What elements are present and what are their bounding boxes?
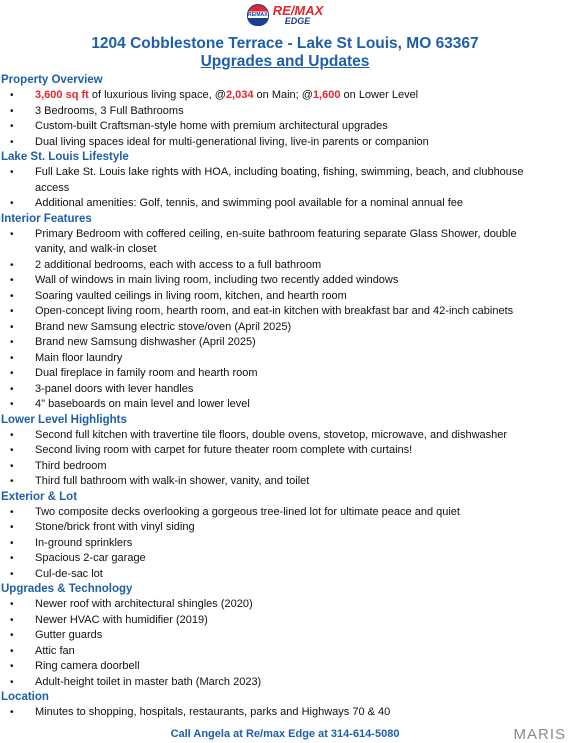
list-item: • 4" baseboards on main level and lower level <box>0 397 570 413</box>
bullet-list <box>0 165 570 212</box>
list-item: • 3-panel doors with lever handles <box>0 382 570 398</box>
list-item: • Main floor laundry <box>0 351 570 367</box>
contact-call-to-action: Call Angela at Re/max Edge at 314-614-5080 <box>170 728 400 740</box>
list-item: • Full Lake St. Louis lake rights with HOA, including boating, fishing, swimming, beach, and clubhouse access <box>0 165 570 196</box>
list-item: • Adult-height toilet in master bath (March 2023) <box>0 675 570 691</box>
property-address-title: 1204 Cobblestone Terrace - Lake St Louis, MO 63367 <box>91 35 479 52</box>
section-heading: Upgrades & Technology <box>1 583 133 595</box>
list-item: • In-ground sprinklers <box>0 536 570 552</box>
list-item: • Additional amenities: Golf, tennis, and swimming pool available for a nominal annual fee <box>0 196 570 212</box>
additional-sections <box>0 150 570 721</box>
bullet-list <box>0 88 570 150</box>
sqft-text: on Lower Level <box>340 89 419 101</box>
section-location <box>0 690 570 721</box>
list-item: • Second full kitchen with travertine tile floors, double ovens, stovetop, microwave, and dishwasher <box>0 428 570 444</box>
bullet-list <box>0 597 570 690</box>
bullet-list <box>0 705 570 721</box>
list-item: • Brand new Samsung dishwasher (April 2025) <box>0 335 570 351</box>
list-item: • Attic fan <box>0 644 570 660</box>
list-item: • Stone/brick front with vinyl siding <box>0 520 570 536</box>
section-heading: Property Overview <box>1 74 103 86</box>
brand-office: EDGE <box>284 16 311 26</box>
section-lake-st-louis-lifestyle <box>0 150 570 212</box>
lower-sqft: 1,600 <box>312 89 341 101</box>
list-item: • Primary Bedroom with coffered ceiling, en-suite bathroom featuring separate Glass Shower, double vanity, and walk-in closet <box>0 227 570 258</box>
list-item: • Wall of windows in main living room, including two recently added windows <box>0 273 570 289</box>
list-item: • Newer HVAC with humidifier (2019) <box>0 613 570 629</box>
list-item: • Dual fireplace in family room and hearth room <box>0 366 570 382</box>
list-item: • Two composite decks overlooking a gorgeous tree-lined lot for ultimate peace and quiet <box>0 505 570 521</box>
list-item: • Newer roof with architectural shingles (2020) <box>0 597 570 613</box>
list-item-square-footage <box>0 88 570 104</box>
balloon-label: RE/MAX <box>247 12 268 18</box>
list-item: • Third full bathroom with walk-in shower, vanity, and toilet <box>0 474 570 490</box>
brand-name: RE/MAX <box>272 3 324 18</box>
feature-sections <box>0 73 570 721</box>
list-item: • 2 additional bedrooms, each with access to a full bathroom <box>0 258 570 274</box>
section-heading: Exterior & Lot <box>1 490 78 503</box>
list-item: • Custom-built Craftsman-style home with premium architectural upgrades <box>0 119 570 135</box>
main-sqft: 2,034 <box>225 89 254 101</box>
section-heading: Location <box>1 691 49 703</box>
list-item: • Soaring vaulted ceilings in living room, kitchen, and hearth room <box>0 289 570 305</box>
list-item: • Ring camera doorbell <box>0 659 570 675</box>
list-item: • Open-concept living room, hearth room, and eat-in kitchen with breakfast bar and 42-inch cabinets <box>0 304 570 320</box>
section-heading: Lake St. Louis Lifestyle <box>1 151 129 163</box>
section-exterior-lot <box>0 490 570 583</box>
list-item: • Cul-de-sac lot <box>0 567 570 583</box>
section-interior-features <box>0 212 570 413</box>
section-property-overview <box>0 73 570 150</box>
section-heading: Interior Features <box>1 212 92 225</box>
section-lower-level-highlights <box>0 413 570 490</box>
section-upgrades-technology <box>0 582 570 690</box>
remax-logo <box>247 2 324 28</box>
sqft-text: on Main; @ <box>253 89 313 101</box>
list-item: • Dual living spaces ideal for multi-generational living, live-in parents or companion <box>0 135 570 151</box>
total-sqft: 3,600 sq ft <box>35 89 89 101</box>
bullet-list <box>0 505 570 583</box>
brand-wordmark <box>273 4 324 26</box>
page-subtitle: Upgrades and Updates <box>200 53 370 70</box>
bullet-list <box>0 227 570 413</box>
list-item: • Third bedroom <box>0 459 570 475</box>
list-item: • 3 Bedrooms, 3 Full Bathrooms <box>0 104 570 120</box>
list-item: • Spacious 2-car garage <box>0 551 570 567</box>
bullet-list <box>0 428 570 490</box>
flyer-header <box>0 0 570 71</box>
list-item: • Gutter guards <box>0 628 570 644</box>
section-heading: Lower Level Highlights <box>1 413 127 426</box>
maris-watermark: MARIS <box>513 726 566 743</box>
hot-air-balloon-icon <box>247 4 269 26</box>
sqft-text: of luxurious living space, @ <box>88 89 226 101</box>
list-item: • Second living room with carpet for future theater room complete with curtains! <box>0 443 570 459</box>
list-item: • Minutes to shopping, hospitals, restaurants, parks and Highways 70 & 40 <box>0 705 570 721</box>
list-item: • Brand new Samsung electric stove/oven (April 2025) <box>0 320 570 336</box>
